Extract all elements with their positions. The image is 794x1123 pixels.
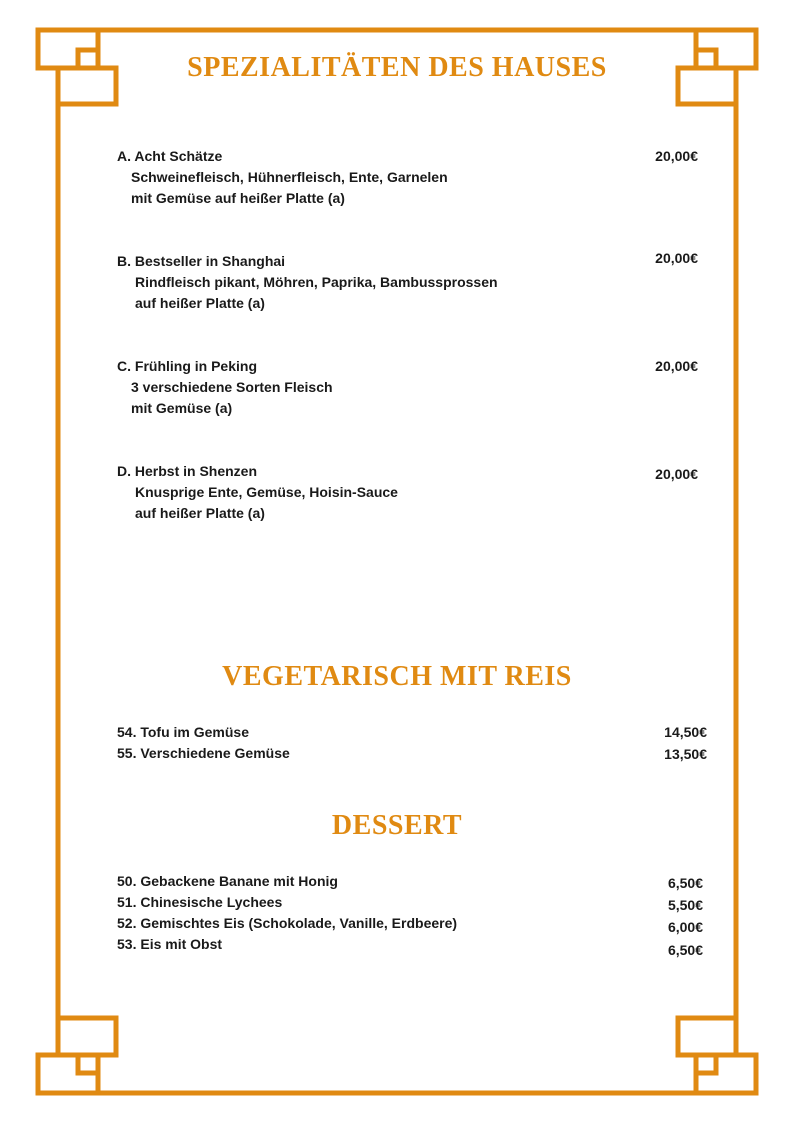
item-price: 6,00€ [667, 919, 703, 935]
item-name: B. Bestseller in Shanghai [117, 253, 286, 269]
vegetarian-heading: VEGETARISCH MIT REIS [222, 661, 572, 692]
item-name: D. Herbst in Shenzen [117, 463, 258, 479]
item-name: 55. Verschiedene Gemüse [117, 745, 290, 761]
item-description: 3 verschiedene Sorten Fleisch [131, 379, 333, 395]
item-price: 20,00€ [655, 466, 698, 482]
item-description: mit Gemüse auf heißer Platte (a) [131, 190, 345, 206]
item-name: 52. Gemischtes Eis (Schokolade, Vanille, Erdbeere) [117, 915, 458, 931]
item-price: 14,50€ [664, 724, 707, 740]
item-description: auf heißer Platte (a) [135, 295, 265, 311]
specials-heading: SPEZIALITÄTEN DES HAUSES [187, 52, 607, 83]
item-name: 54. Tofu im Gemüse [117, 724, 249, 740]
item-name: 50. Gebackene Banane mit Honig [117, 873, 338, 889]
item-description: Knusprige Ente, Gemüse, Hoisin-Sauce [135, 484, 398, 500]
item-name: 53. Eis mit Obst [117, 936, 223, 952]
dessert-heading: DESSERT [331, 810, 463, 841]
item-price: 20,00€ [655, 250, 698, 266]
item-price: 13,50€ [664, 746, 707, 762]
item-price: 20,00€ [655, 358, 698, 374]
item-price: 6,50€ [667, 875, 703, 891]
item-name: 51. Chinesische Lychees [117, 894, 283, 910]
item-description: Schweinefleisch, Hühnerfleisch, Ente, Garnelen [131, 169, 448, 185]
item-description: Rindfleisch pikant, Möhren, Paprika, Bambussprossen [135, 274, 498, 290]
item-price: 6,50€ [667, 942, 703, 958]
item-price: 20,00€ [655, 148, 698, 164]
item-name: C. Frühling in Peking [117, 358, 257, 374]
item-price: 5,50€ [667, 897, 703, 913]
item-description: mit Gemüse (a) [131, 400, 233, 416]
item-name: A. Acht Schätze [117, 148, 223, 164]
item-description: auf heißer Platte (a) [135, 505, 265, 521]
